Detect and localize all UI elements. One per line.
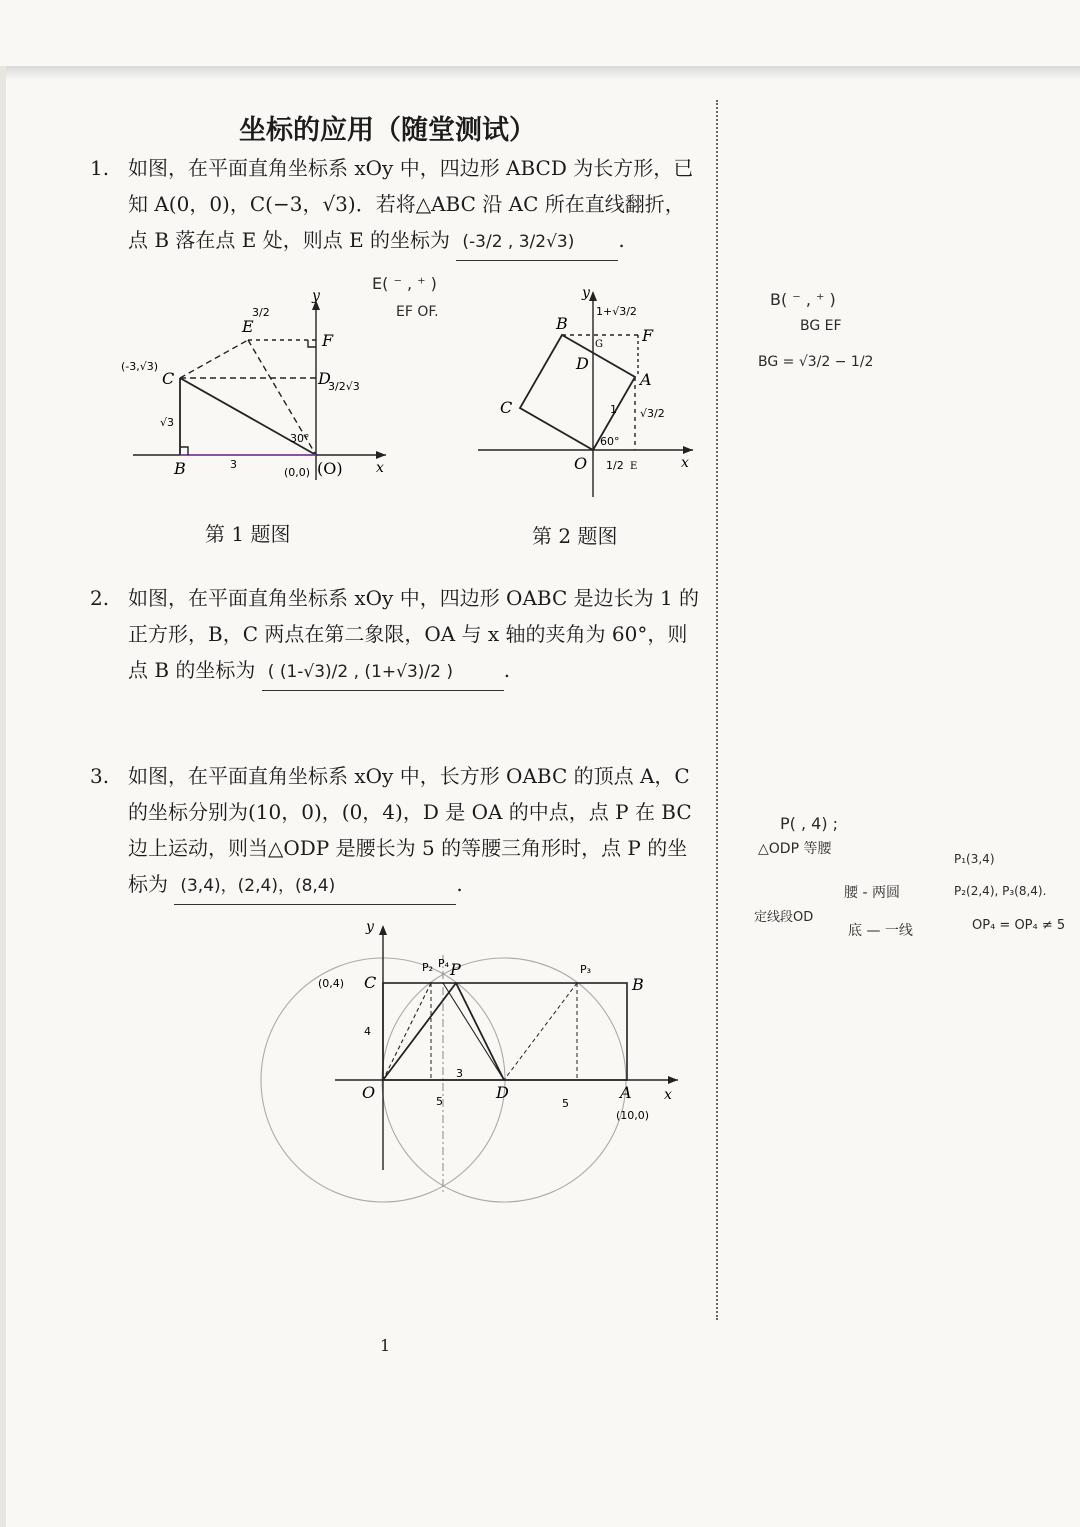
question-number: 1. — [90, 156, 110, 180]
note-q3-p1: P₁(3,4) — [954, 852, 995, 866]
question-2 — [90, 580, 700, 691]
question-number: 2. — [90, 586, 110, 610]
label-O: O — [362, 1083, 376, 1102]
question-text: 如图，在平面直角坐标系 xOy 中，四边形 ABCD 为长方形，已知 A(0，0)，C(−3，√3)．若将△ABC 沿 AC 所在直线翻折，点 B 落在点 E 处，则点 E 的坐标为 — [128, 156, 694, 252]
label-P3: P₃ — [580, 963, 592, 976]
period: . — [503, 658, 511, 682]
label-P2: P₂ — [422, 961, 434, 974]
label-A: A — [620, 1083, 632, 1102]
note-half: 1/2 — [606, 459, 624, 472]
note-fig1-ef: EF OF. — [396, 304, 439, 320]
note-q3-p: P( , 4) ; — [780, 814, 839, 833]
page-title: 坐标的应用（随堂测试） — [239, 115, 536, 146]
label-y: y — [312, 290, 320, 304]
label-F: F — [642, 326, 654, 345]
figure-1 — [118, 290, 398, 490]
label-D: D — [576, 354, 589, 373]
label-O: O — [574, 454, 588, 473]
answer-blank: ( (1-√3)/2 , (1+√3)/2 ) — [262, 654, 504, 691]
note-a-coord: (0,0) — [284, 466, 311, 479]
note-q3-p4: OP₄ = OP₄ ≠ 5 — [972, 918, 1066, 933]
label-P: P — [450, 960, 461, 979]
note-three: 3 — [230, 458, 237, 471]
note-four: 4 — [364, 1025, 371, 1038]
note-q3-p23: P₂(2,4), P₃(8,4). — [954, 884, 1047, 898]
period: . — [618, 228, 625, 252]
answer-blank: (3,4)，(2,4)，(8,4) — [174, 868, 456, 905]
label-D: D — [318, 369, 331, 388]
scan-left-edge — [0, 66, 6, 1527]
page-number: 1 — [380, 1336, 391, 1355]
note-top: 1+√3/2 — [596, 305, 637, 318]
note-a-coord: (10,0) — [616, 1109, 650, 1122]
note-d: 3/2√3 — [328, 380, 360, 393]
label-E: E — [630, 461, 638, 472]
caption-fig2: 第 2 题图 — [532, 524, 618, 548]
label-D: D — [496, 1083, 509, 1102]
note-q3-fixed: 定线段OD — [754, 910, 814, 925]
note-q2-bg-eq: BG = √3/2 − 1/2 — [758, 354, 874, 370]
label-P4: P₄ — [438, 957, 450, 970]
question-number: 3. — [90, 764, 110, 788]
note-half: 3/2 — [252, 306, 270, 319]
note-sqrt3: √3 — [160, 416, 175, 429]
label-A: A — [640, 370, 652, 389]
label-B: B — [632, 975, 644, 994]
segment-PD — [456, 983, 504, 1080]
note-one: 1 — [610, 403, 617, 416]
note-angle: 60° — [600, 435, 620, 448]
label-B: B — [174, 459, 186, 478]
note-q3-base: 底 — 一线 — [848, 923, 913, 939]
note-angle: 30° — [290, 432, 310, 445]
label-E: E — [242, 317, 254, 336]
question-text: 如图，在平面直角坐标系 xOy 中，长方形 OABC 的顶点 A，C 的坐标分别为(10，0)，(0，4)，D 是 OA 的中点，点 P 在 BC 边上运动，则当△ODP 是腰长为 5 的等腰三角形时，点 P 的坐标为 — [128, 764, 692, 896]
label-B: B — [556, 314, 568, 333]
segment-CE — [180, 340, 248, 378]
note-three: 3 — [456, 1067, 463, 1080]
question-1 — [90, 150, 700, 261]
figure-3 — [260, 915, 690, 1205]
note-q2-b: B( ⁻ , ⁺ ) — [770, 290, 836, 309]
period: . — [456, 872, 463, 896]
caption-fig1: 第 1 题图 — [205, 522, 291, 546]
note-sqrt3: √3/2 — [640, 407, 665, 420]
answer-blank: (-3/2 , 3/2√3) — [456, 224, 618, 261]
label-x: x — [681, 455, 689, 471]
segment-OP — [383, 983, 456, 1080]
note-five-2: 5 — [562, 1097, 569, 1110]
note-q3-leg: 腰 - 两圆 — [844, 885, 900, 901]
note-c-coord: (0,4) — [318, 977, 345, 990]
label-x: x — [664, 1087, 672, 1103]
label-F: F — [322, 331, 334, 350]
question-3 — [90, 758, 700, 905]
note-q3-tri: △ODP 等腰 — [758, 841, 832, 857]
question-text: 如图，在平面直角坐标系 xOy 中，四边形 OABC 是边长为 1 的正方形，B，C 两点在第二象限，OA 与 x 轴的夹角为 60°，则点 B 的坐标为 — [128, 586, 700, 682]
note-fig1-e: E( ⁻ , ⁺ ) — [372, 274, 437, 293]
figure-2 — [478, 285, 703, 505]
note-c-coord: (-3,√3) — [121, 360, 159, 373]
scan-edge — [0, 66, 1080, 80]
square-OABC — [520, 335, 635, 450]
label-O: (O) — [317, 459, 343, 478]
note-q2-bg: BG EF — [800, 318, 842, 334]
label-C: C — [162, 369, 175, 388]
note-five-1: 5 — [436, 1095, 443, 1108]
label-y: y — [582, 285, 590, 301]
label-G: G — [595, 339, 603, 350]
label-C: C — [500, 398, 513, 417]
margin-divider — [716, 100, 718, 1320]
label-x: x — [376, 460, 384, 476]
label-C: C — [364, 973, 377, 992]
label-y: y — [366, 919, 374, 935]
